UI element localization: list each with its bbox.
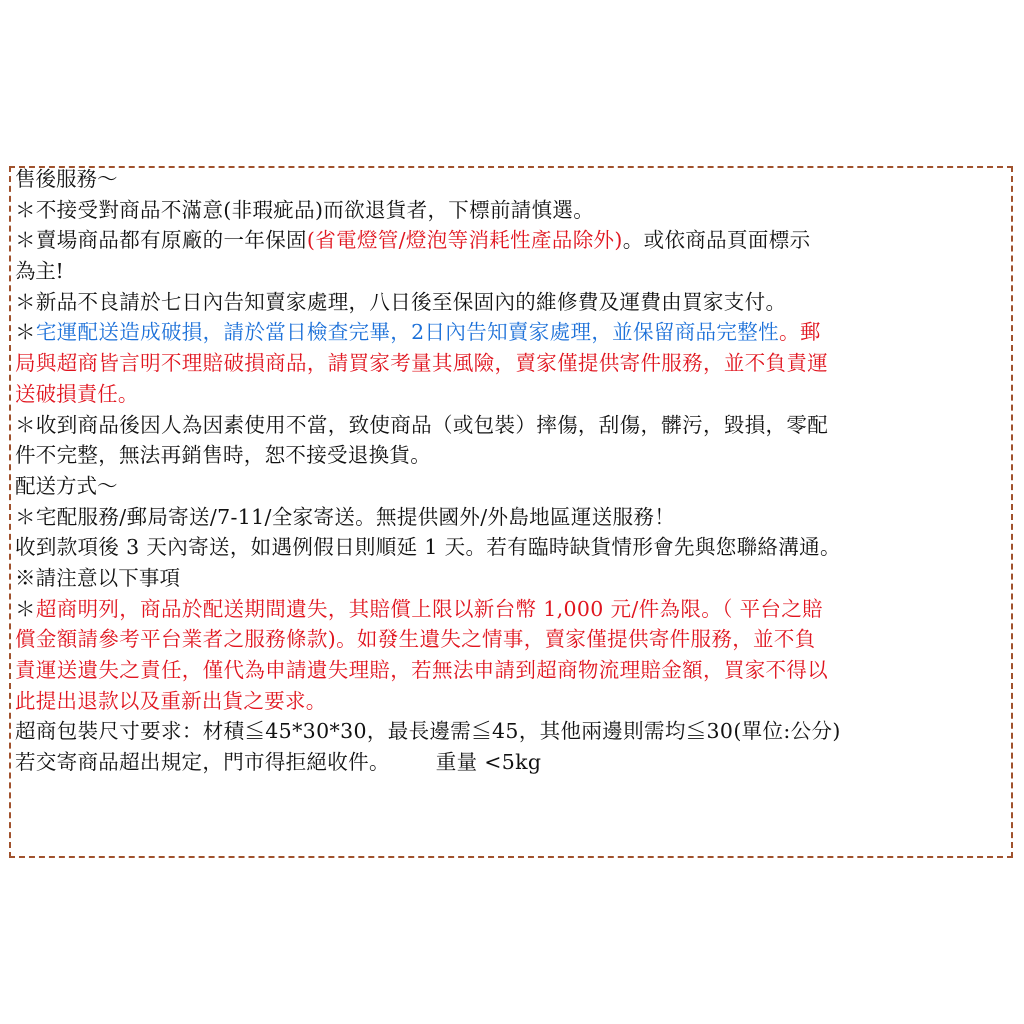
shipping-heading: 配送方式～	[15, 473, 118, 498]
after-sales-line-5	[15, 317, 1011, 348]
shipping-line-1: ＊宅配服務/郵局寄送/7-11/全家寄送。無提供國外/外島地區運送服務！	[15, 504, 676, 529]
loss-compensation-notice: 超商明列，商品於配送期間遺失，其賠償上限以新台幣 1,000 元/件為限。（ 平台之賠	[35, 596, 823, 621]
after-sales-heading: 售後服務～	[15, 167, 118, 191]
shipping-line-2: 收到款項後 3 天內寄送，如遇例假日則順延 1 天。若有臨時缺貨情形會先與您聯絡溝通。	[15, 535, 841, 560]
after-sales-line-2	[15, 225, 1011, 256]
size-limit-text: 若交寄商品超出規定，門市得拒絕收件。	[15, 750, 390, 775]
notice-line-6	[15, 747, 1011, 778]
notice-line-3: 責運送遺失之責任，僅代為申請遺失理賠，若無法申請到超商物流理賠金額，買家不得以	[15, 658, 829, 682]
after-sales-line-2-start: ＊賣場商品都有原廠的一年保固	[15, 228, 307, 253]
weight-limit-text: 重量 <5kg	[435, 750, 542, 775]
notice-line-2: 償金額請參考平台業者之服務條款)。如發生遺失之情事，賣家僅提供寄件服務，並不負	[15, 627, 816, 652]
policy-text	[15, 164, 1011, 778]
notice-line-1	[15, 594, 1011, 625]
damage-notice-continued: 。郵	[778, 320, 821, 345]
after-sales-warranty-exclusion: (省電燈管/燈泡等消耗性產品除外)	[306, 228, 623, 253]
notice-line-5: 超商包裝尺寸要求：材積≦45*30*30，最長邊需≦45，其他兩邊則需均≦30(單位:公分)	[15, 719, 841, 744]
bullet: ＊	[15, 320, 36, 345]
notice-heading: ※請注意以下事項	[15, 565, 181, 590]
damage-report-notice: 宅運配送造成破損，請於當日檢查完畢，2日內告知賣家處理，並保留商品完整性	[35, 320, 779, 345]
after-sales-line-1: ＊不接受對商品不滿意(非瑕疵品)而欲退貨者，下標前請慎選。	[15, 197, 595, 222]
after-sales-line-2-end: 。或依商品頁面標示	[622, 228, 811, 253]
after-sales-line-7: 送破損責任。	[15, 381, 139, 406]
after-sales-line-4: ＊新品不良請於七日內告知賣家處理，八日後至保固內的維修費及運費由買家支付。	[15, 289, 787, 314]
notice-line-4: 此提出退款以及重新出貨之要求。	[15, 688, 327, 713]
after-sales-line-9: 件不完整，無法再銷售時，恕不接受退換貨。	[15, 443, 431, 468]
after-sales-line-6: 局與超商皆言明不理賠破損商品，請買家考量其風險，賣家僅提供寄件服務，並不負責運	[15, 351, 829, 376]
after-sales-line-8: ＊收到商品後因人為因素使用不當，致使商品（或包裝）摔傷，刮傷，髒污，毀損，零配	[15, 412, 829, 437]
after-sales-line-3: 為主!	[15, 259, 64, 284]
bullet: ＊	[15, 596, 36, 621]
